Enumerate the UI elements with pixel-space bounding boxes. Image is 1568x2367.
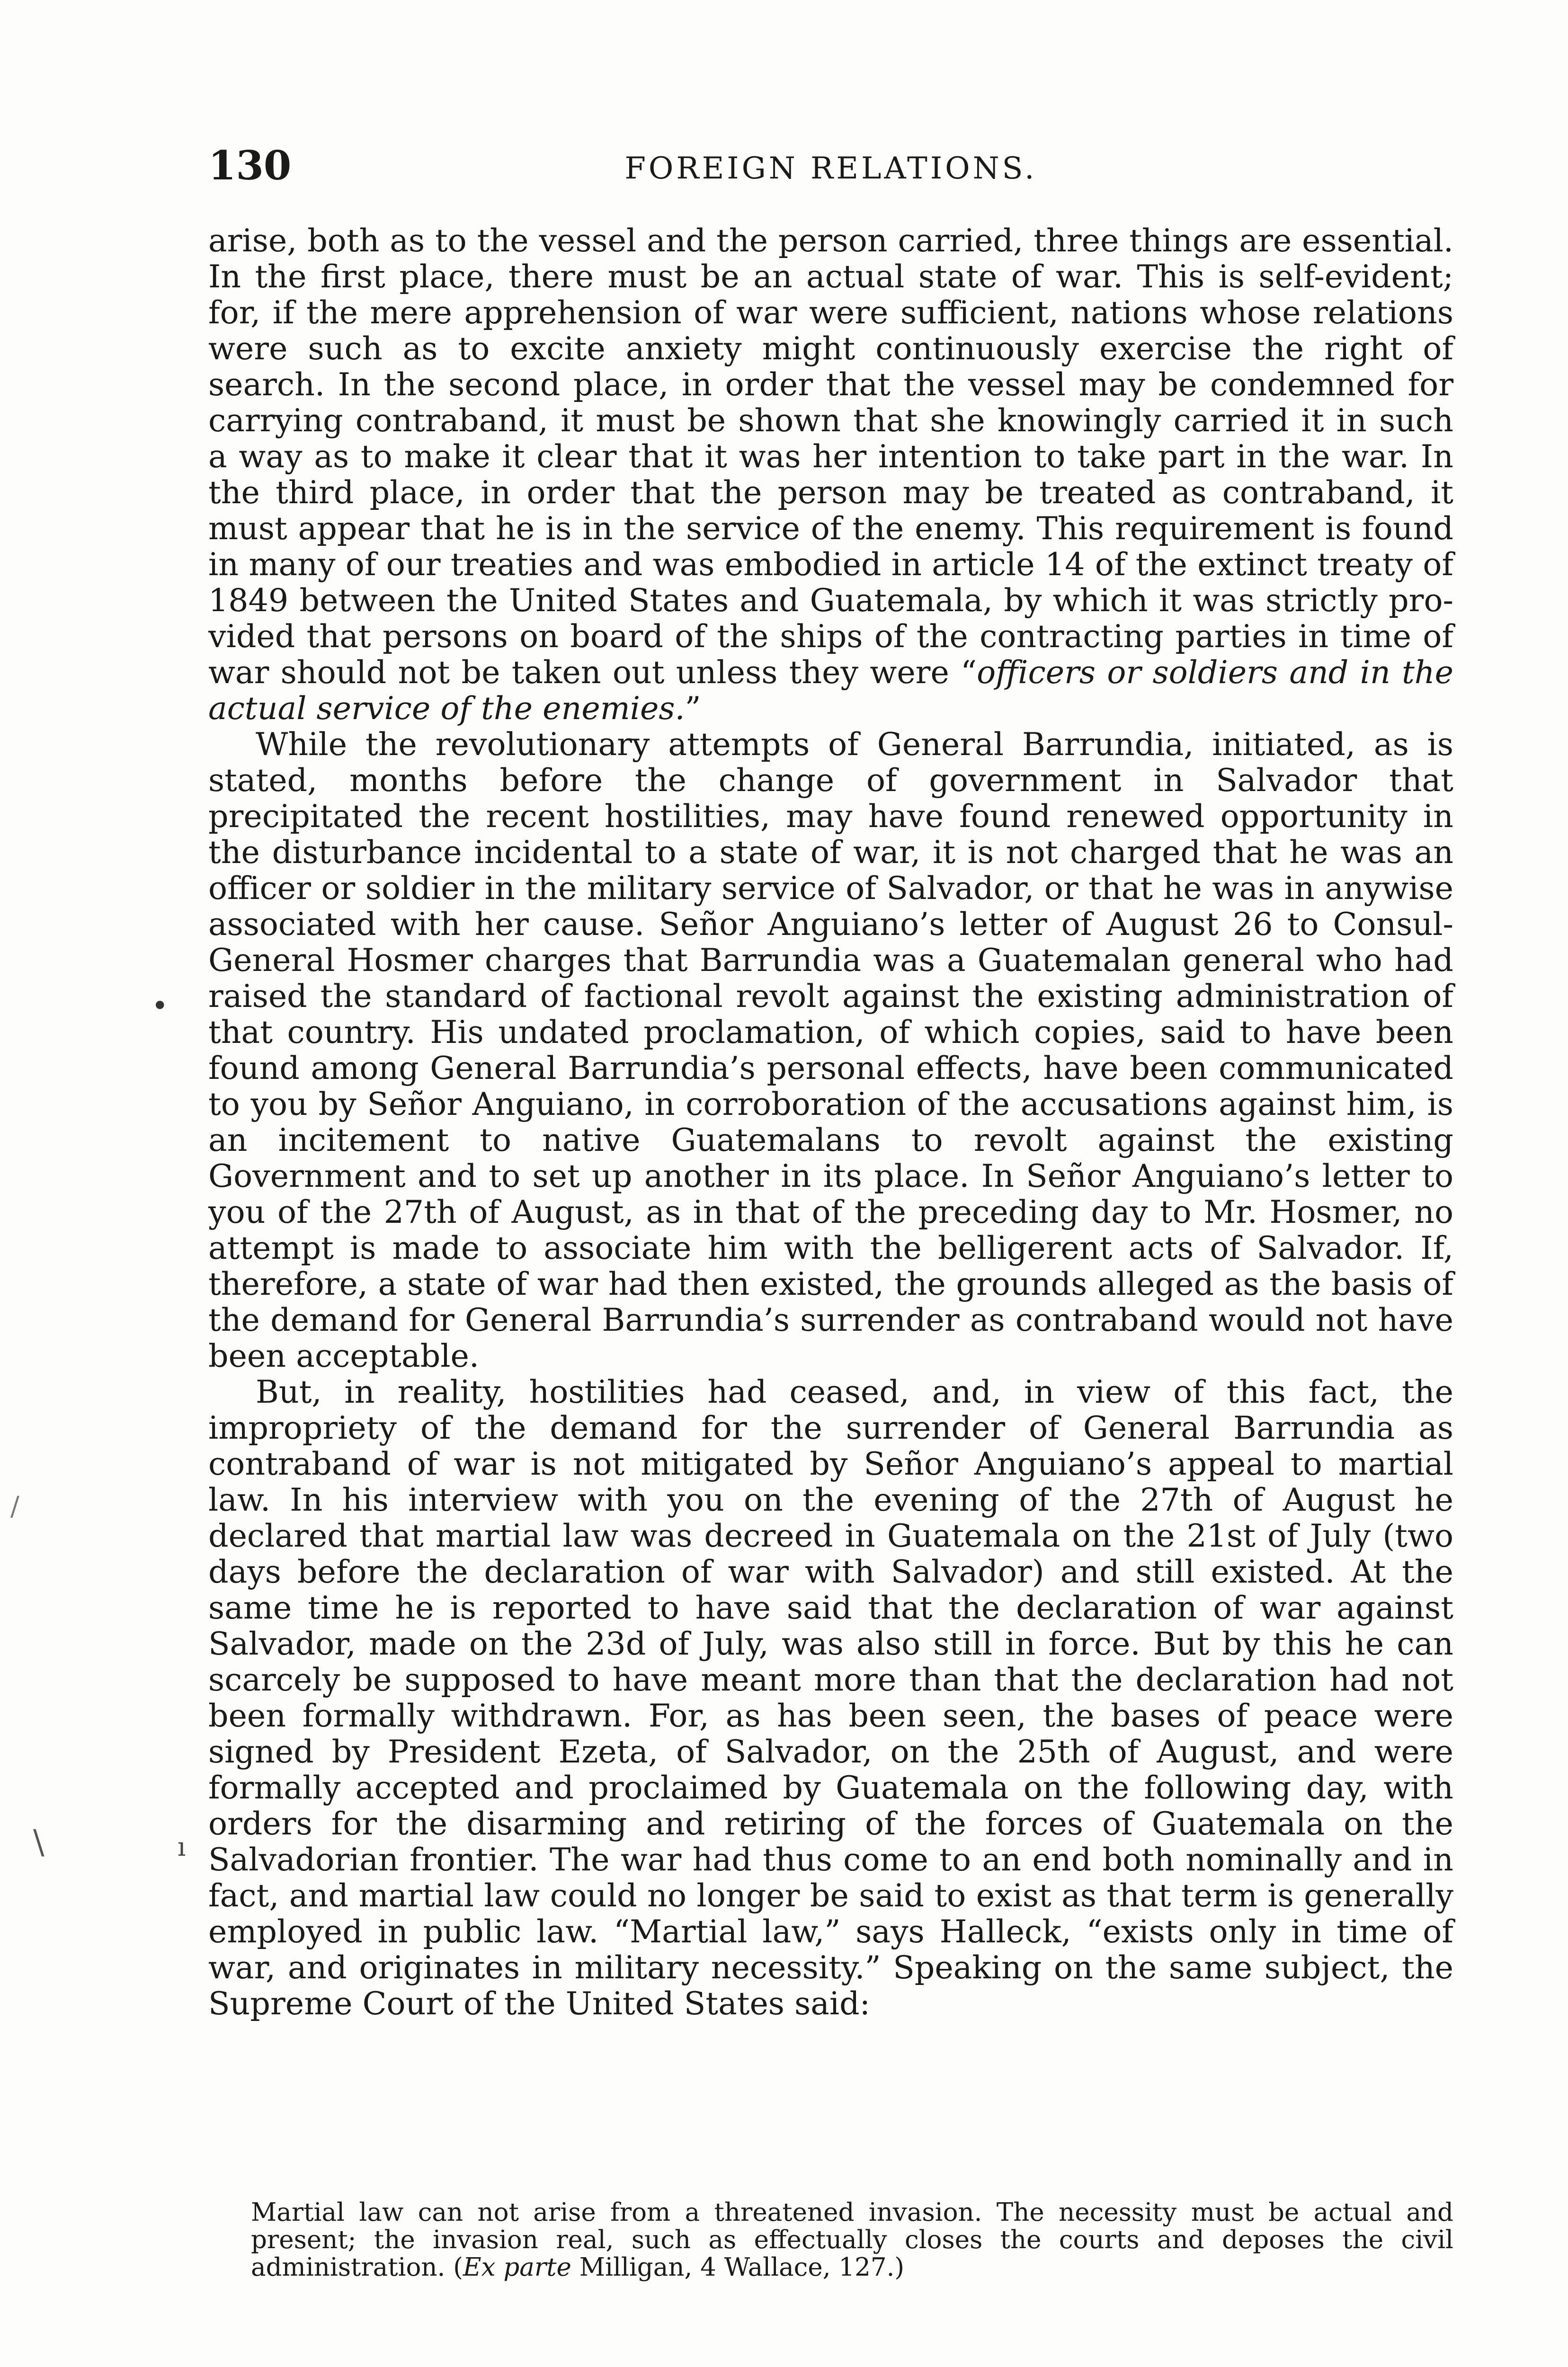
margin-dot-mark: • [151, 989, 169, 1023]
block-quote-paragraph [251, 2199, 1453, 2281]
block-quote-text: Martial law can not arise from a threatened invasion. The necessity must be actual and present; the invasion real, such as effectually closes the courts and deposes the civil administration. ( [251, 2198, 1453, 2282]
margin-tick-mark: ı [178, 1832, 186, 1862]
paragraph-3: But, in reality, hostilities had ceased, and, in view of this fact, the impropriety of the demand for the surrender of General Barrundia as contraband of war is not mitigated by Señor Anguiano’s appeal to martial law. In his interview with you on the evening of the 27th of August he declared that martial law was decreed in Guatemala on the 21st of July (two days before the declaration of war with Salvador) and still existed. At the same time he is reported to have said that the declaration of war against Salvador, made on the 23d of July, was also still in force. But by this he can scarcely be supposed to have meant more than that the declaration had not been formally withdrawn. For, as has been seen, the bases of peace were signed by President Ezeta, of Salvador, on the 25th of August, and were formally accepted and proclaimed by Guatemala on the following day, with orders for the disarming and retiring of the forces of Guatemala on the Salvadorian frontier. The war had thus come to an end both nominally and in fact, and martial law could no longer be said to exist as that term is generally employed in public law. “Martial law,” says Halleck, “exists only in time of war, and originates in military necessity.” Speaking on the same subject, the Supreme Court of the United States said: [208, 1373, 1453, 2022]
body-text [208, 222, 1453, 2021]
margin-slash-mark: / [10, 1491, 19, 1522]
citation-italic: Ex parte [463, 2253, 571, 2282]
running-title: FOREIGN RELATIONS. [624, 151, 1037, 186]
paragraph-1-close-quote: ” [685, 690, 701, 727]
paragraph-1-text: arise, both as to the vessel and the person carried, three things are essential. In the first place, there must be an actual state of war. This is self-evident; for, if the mere apprehension of war were sufficient, nations whose relations were such as to excite anxiety might continuously exercise the right of search. In the second place, in order that the vessel may be condemned for carrying contraband, it must be shown that she knowingly carried it in such a way as to make it clear that it was her intention to take part in the war. In the third place, in order that the person may be treated as contraband, it must appear that he is in the service of the enemy. This requirement is found in many of our treaties and was embodied in article 14 of the extinct treaty of 1849 between the United States and Guatemala, by which it was strictly provided that persons on board of the ships of the contracting parties in time of war should not be taken out unless they were “ [208, 222, 1453, 691]
paragraph-1 [208, 222, 1453, 726]
page-number: 130 [208, 142, 292, 189]
block-quote [251, 2199, 1453, 2281]
citation-rest: Milligan, 4 Wallace, 127.) [571, 2253, 905, 2282]
paragraph-2: While the revolutionary attempts of General Barrundia, initiated, as is stated, months before the change of government in Salvador that precipitated the recent hostilities, may have found renewed opportunity in the disturbance incidental to a state of war, it is not charged that he was an officer or soldier in the military service of Salvador, or that he was in anywise associated with her cause. Señor Anguiano’s letter of August 26 to Consul-General Hosmer charges that Barrundia was a Guatemalan general who had raised the standard of factional revolt against the existing administration of that country. His undated proclamation, of which copies, said to have been found among General Barrundia’s personal effects, have been communicated to you by Señor Anguiano, in corroboration of the accusations against him, is an incitement to native Guatemalans to revolt against the existing Government and to set up another in its place. In Señor Anguiano’s letter to you of the 27th of August, as in that of the preceding day to Mr. Hosmer, no attempt is made to associate him with the belligerent acts of Salvador. If, therefore, a state of war had then existed, the grounds alleged as the basis of the demand for General Barrundia’s surrender as contraband would not have been acceptable. [208, 726, 1453, 1374]
treaty-quote-italic: officers or soldiers and in the actual service of the enemies. [208, 654, 1453, 727]
running-head [208, 142, 1453, 199]
margin-backslash-mark: \ [33, 1823, 45, 1861]
